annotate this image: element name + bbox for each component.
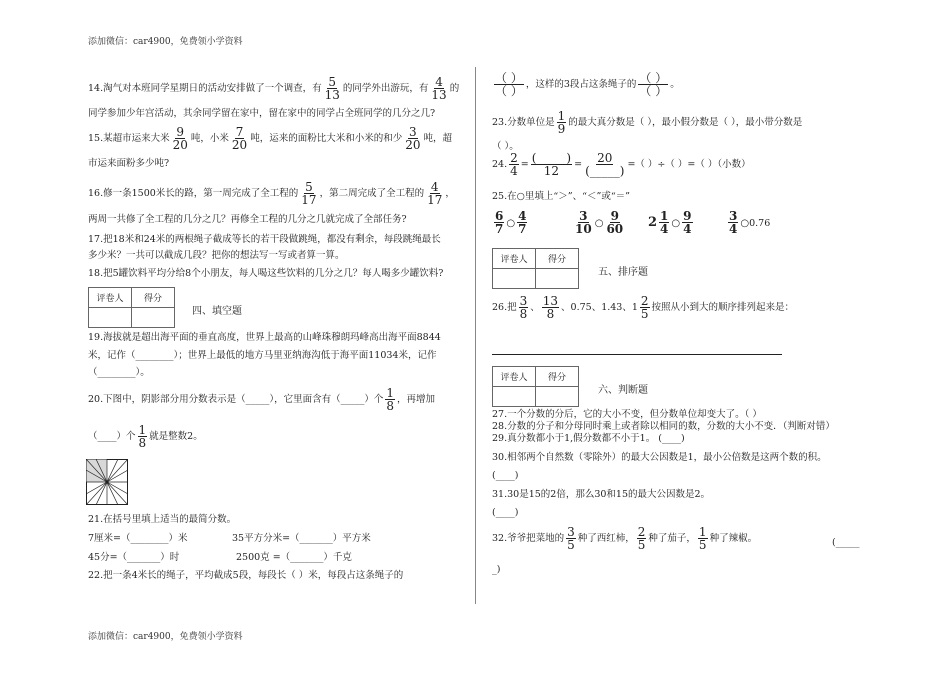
question-18: 18.把5罐饮料平均分给8个小朋友，每人喝这些饮料的几分之几？每人喝多少罐饮料? (88, 268, 444, 279)
fraction: $\frac{3}{8}$ (519, 294, 528, 321)
q21-item-4: 2500克 =（_______）千克 (236, 552, 352, 563)
fraction: $\frac{20}{(\_\_\_\_\_)}$ (585, 151, 625, 178)
fraction: $\frac{(\_\_\_\_\_)}{12}$ (531, 151, 572, 178)
question-22-cont: $\frac{( )}{( )}$ ，这样的3段占这条绳子的 $\frac{( )}{( )}$ 。 (495, 71, 680, 98)
answer-line[interactable] (492, 354, 782, 355)
compare-row: $\frac{6}{7}$ ○ $\frac{4}{7}$ (495, 209, 527, 236)
fraction: $\frac{1}{8}$ (386, 386, 394, 413)
fraction: $\frac{3}{20}$ (405, 125, 421, 152)
question-31: 31.30是15的2倍，那么30和15的最大公因数是2。 (492, 489, 711, 500)
question-20: 20.下图中，阴影部分用分数表示是（_____），它里面含有（_____）个 $\frac{1}{8}$ ，再增加 (88, 386, 436, 413)
score-label: 得分 (536, 249, 579, 269)
grader-label: 评卷人 (89, 288, 132, 308)
section-4-title: 四、填空题 (192, 306, 242, 317)
question-19-cont2: （________）。 (88, 367, 150, 378)
compare-item-3: 2 $\frac{1}{4}$ ○ $\frac{9}{4}$ (648, 209, 692, 236)
question-25: 25.在○里填上“＞”、“＜”或“＝” (492, 191, 631, 202)
compare-item-4: $\frac{3}{4}$ ○0.76 (729, 209, 771, 236)
fraction: $\frac{1}{8}$ (138, 423, 147, 450)
score-table-6 (492, 366, 579, 407)
fraction: $\frac{3}{5}$ (567, 525, 575, 552)
q21-item-2: 35平方分米=（_______）平方米 (232, 533, 371, 544)
fraction: $\frac{9}{60}$ (606, 209, 624, 236)
question-32-blank-end: _) (492, 564, 501, 575)
question-19: 19.海拔就是超出海平面的垂直高度，世界上最高的山峰珠穆朗玛峰高出海平面8844 (88, 332, 441, 343)
question-14: 14.淘气对本班同学星期日的活动安排做了一个调查，有 $\frac{5}{13}$ 的同学外出游玩，有 $\frac{4}{13}$ 的 (88, 75, 460, 102)
question-16-cont: 两周一共修了全工程的几分之几？再修全工程的几分之几就完成了全部任务? (88, 214, 407, 225)
score-table-5 (492, 248, 579, 289)
section-5-title: 五、排序题 (598, 267, 648, 278)
question-31-blank: (____) (492, 507, 519, 518)
fraction: $\frac{2}{4}$ (510, 151, 518, 178)
fraction: $\frac{4}{13}$ (431, 75, 447, 102)
fraction: $\frac{4}{7}$ (518, 209, 527, 236)
fraction: $\frac{7}{20}$ (231, 125, 248, 152)
question-19-cont: 米，记作（________）；世界上最低的地方马里亚纳海沟低于海平面11034米，记作 (88, 350, 437, 361)
question-23-cont: （ ）。 (492, 141, 519, 152)
blank-fraction: $\frac{( )}{( )}$ (495, 71, 523, 98)
column-divider (475, 67, 476, 604)
question-24: 24. $\frac{2}{4}$ = $\frac{(\_\_\_\_\_)}{12}$ = $\frac{20}{(\_\_\_\_\_)}$ =（ ）÷（ ）=（ ）（小数） (492, 151, 751, 178)
question-30-blank: (____) (492, 470, 519, 481)
page-footer: 添加微信：car4900，免费领小学资料 (88, 632, 243, 642)
question-29: 29.真分数都小于1,假分数都不小于1。 (____) (492, 433, 685, 444)
fraction: $\frac{3}{10}$ (575, 209, 592, 236)
question-20-cont: （____）个 $\frac{1}{8}$ 就是整数2。 (88, 423, 203, 450)
question-21: 21.在括号里填上适当的最简分数。 (88, 514, 237, 525)
score-cell[interactable] (536, 387, 579, 407)
fraction: $\frac{5}{13}$ (324, 75, 340, 102)
score-cell[interactable] (132, 308, 175, 328)
fraction: $\frac{1}{4}$ (660, 209, 669, 236)
fraction: $\frac{9}{4}$ (683, 209, 692, 236)
question-26: 26.把 $\frac{3}{8}$ 、 $\frac{13}{8}$ 、0.75、1.43、1 $\frac{2}{5}$ 按照从小到大的顺序排列起来是： (492, 294, 795, 321)
grader-label: 评卷人 (493, 367, 536, 387)
grader-label: 评卷人 (493, 249, 536, 269)
question-23: 23.分数单位是 $\frac{1}{9}$ 的最大真分数是（ ），最小假分数是（ ），最小带分数是 (492, 109, 803, 136)
question-17: 17.把18米和24米的两根绳子截成等长的若干段做跳绳，都没有剩余，每段跳绳最长 (88, 234, 441, 245)
page-header: 添加微信：car4900，免费领小学资料 (88, 37, 243, 47)
question-17-cont: 多少米？一共可以截成几段？把你的想法写一写或者算一算。 (88, 250, 345, 261)
q21-item-3: 45分=（_______）时 (88, 552, 180, 563)
grader-cell[interactable] (89, 308, 132, 328)
shaded-square-figure (86, 459, 128, 505)
fraction: $\frac{13}{8}$ (542, 294, 559, 321)
grader-cell[interactable] (493, 387, 536, 407)
question-16: 16.修一条1500米长的路，第一周完成了全工程的 $\frac{5}{17}$ ，第二周完成了全工程的 $\frac{4}{17}$ ， (88, 180, 455, 207)
score-label: 得分 (132, 288, 175, 308)
question-15: 15.某超市运来大米 $\frac{9}{20}$ 吨，小米 $\frac{7}{20}$ 吨，运来的面粉比大米和小米的和少 $\frac{3}{20}$ 吨，超 (88, 125, 452, 152)
question-32-blank: (_____ (832, 537, 860, 548)
fraction: $\frac{1}{5}$ (698, 525, 707, 552)
question-32: 32.爷爷把菜地的 $\frac{3}{5}$ 种了西红柿， $\frac{2}{5}$ 种了茄子， $\frac{1}{5}$ 种了辣椒。 (492, 525, 758, 552)
fraction: $\frac{6}{7}$ (495, 209, 504, 236)
fraction: $\frac{2}{5}$ (640, 294, 649, 321)
question-27: 27.一个分数的分后，它的大小不变，但分数单位却变大了。（ ） (492, 409, 762, 420)
fraction: $\frac{2}{5}$ (637, 525, 646, 552)
fraction: $\frac{3}{4}$ (729, 209, 738, 236)
question-28: 28.分数的分子和分母同时乘上或者除以相同的数，分数的大小不变．（判断对错） (492, 421, 835, 432)
question-30: 30.相邻两个自然数（零除外）的最大公因数是1，最小公倍数是这两个数的积。 (492, 452, 827, 463)
section-6-title: 六、判断题 (598, 385, 648, 396)
blank-fraction: $\frac{( )}{( )}$ (639, 71, 668, 98)
question-14-cont: 同学参加少年宫活动，其余同学留在家中，留在家中的同学占全班同学的几分之几? (88, 108, 436, 119)
fraction: $\frac{1}{9}$ (557, 109, 566, 136)
question-15-cont: 市运来面粉多少吨? (88, 158, 170, 169)
fraction: $\frac{4}{17}$ (427, 180, 443, 207)
fraction: $\frac{5}{17}$ (301, 180, 317, 207)
compare-item-2: $\frac{3}{10}$ ○ $\frac{9}{60}$ (575, 209, 624, 236)
grader-cell[interactable] (493, 269, 536, 289)
question-22: 22.把一条4米长的绳子，平均截成5段，每段长（ ）米，每段占这条绳子的 (88, 570, 404, 581)
fraction: $\frac{9}{20}$ (172, 125, 188, 152)
score-table-4 (88, 287, 175, 328)
score-cell[interactable] (536, 269, 579, 289)
q21-item-1: 7厘米=（________）米 (88, 533, 188, 544)
score-label: 得分 (536, 367, 579, 387)
